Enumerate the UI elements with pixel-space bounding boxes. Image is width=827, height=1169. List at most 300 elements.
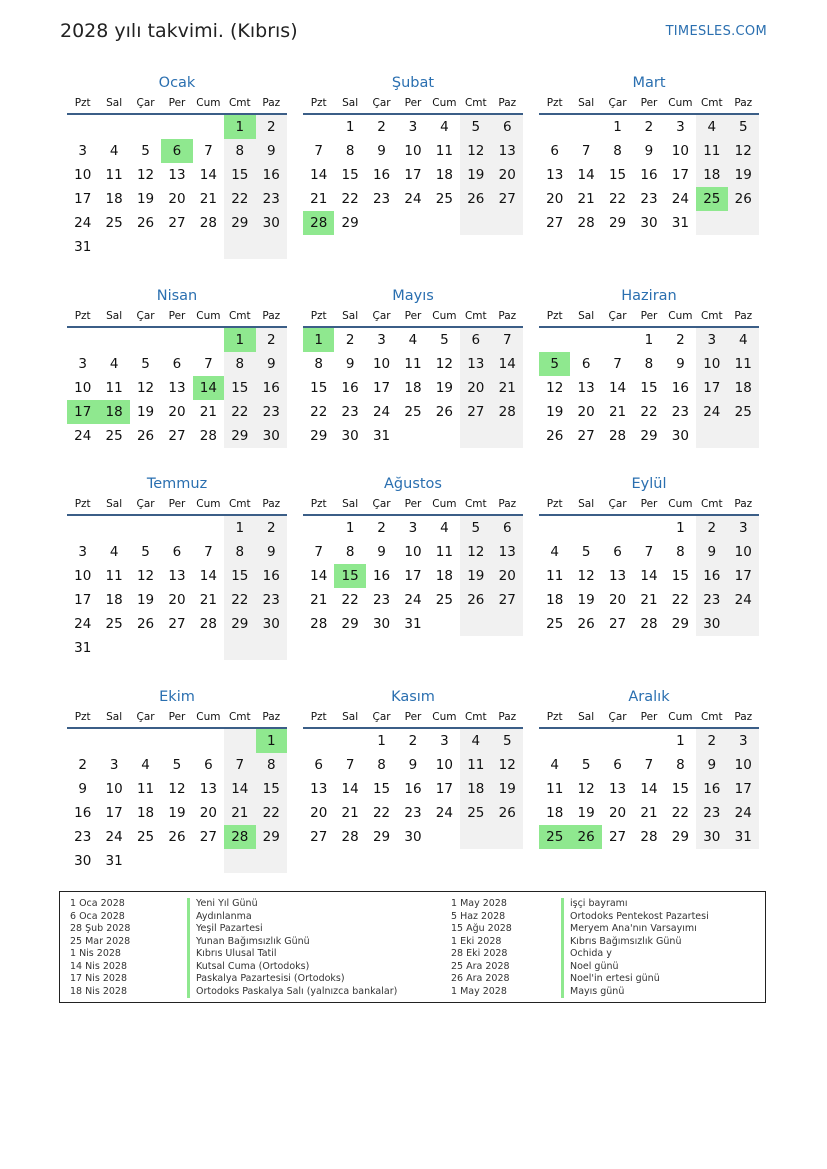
day-cell: 5 (440, 332, 449, 348)
day-cell: 11 (136, 781, 155, 797)
day-cell: 29 (224, 424, 255, 448)
month-calendar (303, 686, 523, 849)
month-calendar (539, 473, 759, 636)
day-cell: 15 (224, 376, 255, 400)
empty-cell (161, 849, 192, 873)
day-cell: 12 (168, 781, 186, 797)
day-cell: 13 (492, 540, 523, 564)
day-grid (67, 729, 287, 873)
day-cell: 11 (728, 352, 759, 376)
empty-cell (161, 636, 192, 660)
legend-holiday-name: Aydınlanma (187, 911, 397, 924)
day-cell: 21 (224, 801, 255, 825)
day-cell: 7 (224, 753, 255, 777)
day-cell: 24 (74, 215, 92, 231)
weekday-label: Çar (136, 310, 155, 322)
day-cell: 20 (199, 805, 217, 821)
day-cell: 19 (435, 380, 453, 396)
empty-cell (224, 849, 255, 873)
empty-cell (130, 729, 161, 753)
day-cell: 1 (345, 119, 355, 135)
month-calendar (303, 473, 523, 636)
weekday-header (539, 94, 759, 115)
weekday-label: Cmt (464, 310, 487, 322)
empty-cell (303, 729, 334, 753)
day-cell: 22 (310, 404, 328, 420)
weekday-label: Sal (106, 310, 123, 322)
day-cell: 21 (640, 805, 658, 821)
weekday-label: Cmt (464, 97, 487, 109)
day-cell: 8 (644, 356, 654, 372)
day-cell: 11 (105, 568, 123, 584)
holiday-day-cell: 1 (224, 115, 255, 139)
empty-cell (460, 825, 491, 849)
day-cell: 26 (136, 428, 155, 444)
weekday-label: Pzt (74, 711, 91, 723)
day-cell: 16 (696, 564, 727, 588)
weekday-label: Çar (608, 310, 627, 322)
day-cell: 20 (310, 805, 328, 821)
day-cell: 4 (440, 520, 449, 536)
day-cell: 29 (608, 215, 627, 231)
legend-date: 1 May 2028 (451, 985, 507, 997)
empty-cell (570, 328, 601, 352)
day-cell: 7 (644, 757, 654, 773)
day-cell: 7 (314, 544, 323, 560)
day-cell: 17 (435, 781, 453, 797)
empty-cell (224, 636, 255, 660)
day-cell: 26 (546, 428, 564, 444)
empty-cell (696, 424, 727, 448)
day-cell: 16 (341, 380, 359, 396)
weekday-label: Cmt (228, 711, 251, 723)
weekday-label: Cum (196, 498, 221, 510)
day-cell: 21 (640, 592, 658, 608)
day-cell: 27 (492, 588, 523, 612)
empty-cell (193, 636, 224, 660)
day-cell: 4 (460, 729, 491, 753)
holiday-day-cell: 14 (193, 376, 224, 400)
legend-holiday-name: Noel'in ertesi günü (561, 973, 709, 986)
legend-holiday-name: Meryem Ana'nın Varsayımı (561, 923, 709, 936)
day-cell: 22 (671, 592, 689, 608)
day-cell: 3 (109, 757, 119, 773)
weekday-label: Sal (342, 97, 359, 109)
day-cell: 20 (608, 805, 627, 821)
day-cell: 8 (224, 540, 255, 564)
day-cell: 31 (74, 640, 92, 656)
weekday-label: Per (168, 711, 186, 723)
empty-cell (492, 211, 523, 235)
weekday-label: Per (404, 498, 422, 510)
day-cell: 11 (105, 167, 123, 183)
day-cell: 30 (256, 211, 287, 235)
day-cell: 26 (435, 404, 453, 420)
day-cell: 29 (341, 215, 359, 231)
day-cell: 20 (460, 376, 491, 400)
day-grid (539, 516, 759, 636)
empty-cell (161, 235, 192, 259)
empty-cell (539, 729, 570, 753)
legend-right-names (561, 898, 709, 998)
day-cell: 11 (546, 568, 564, 584)
day-cell: 15 (224, 564, 255, 588)
day-cell: 11 (546, 781, 564, 797)
legend-holiday-name: Kutsal Cuma (Ortodoks) (187, 961, 397, 974)
day-cell: 16 (404, 781, 422, 797)
empty-cell (460, 424, 491, 448)
weekday-label: Pzt (310, 310, 327, 322)
day-cell: 23 (256, 588, 287, 612)
empty-cell (460, 211, 491, 235)
empty-cell (98, 235, 129, 259)
day-cell: 28 (577, 215, 595, 231)
empty-cell (492, 825, 523, 849)
weekday-header (67, 708, 287, 729)
weekday-label: Paz (734, 97, 753, 109)
day-cell: 16 (256, 564, 287, 588)
day-cell: 10 (74, 380, 92, 396)
day-cell: 23 (671, 404, 689, 420)
weekday-label: Per (168, 97, 186, 109)
legend-holiday-name: Ortodoks Paskalya Salı (yalnızca bankalar) (187, 986, 397, 999)
day-cell: 26 (492, 801, 523, 825)
month-name: Haziran (621, 288, 677, 304)
empty-cell (98, 328, 129, 352)
day-cell: 12 (577, 568, 595, 584)
day-cell: 11 (696, 139, 727, 163)
empty-cell (130, 516, 161, 540)
day-cell: 5 (141, 356, 150, 372)
day-cell: 3 (78, 356, 87, 372)
day-grid (67, 516, 287, 660)
day-cell: 5 (728, 115, 759, 139)
legend-date: 26 Ara 2028 (451, 973, 510, 984)
empty-cell (696, 211, 727, 235)
day-cell: 26 (136, 616, 155, 632)
day-grid (303, 516, 523, 636)
day-cell: 5 (460, 516, 491, 540)
holiday-day-cell: 25 (696, 187, 727, 211)
weekday-label: Pzt (546, 711, 563, 723)
day-cell: 13 (608, 568, 627, 584)
empty-cell (67, 729, 98, 753)
day-cell: 4 (728, 328, 759, 352)
day-cell: 22 (372, 805, 391, 821)
day-cell: 6 (460, 328, 491, 352)
day-cell: 8 (676, 757, 685, 773)
day-cell: 12 (460, 139, 491, 163)
empty-cell (429, 211, 460, 235)
day-cell: 27 (608, 616, 627, 632)
day-cell: 30 (256, 424, 287, 448)
legend-left-dates (70, 898, 130, 998)
day-cell: 16 (74, 805, 92, 821)
day-cell: 5 (141, 143, 150, 159)
day-cell: 30 (74, 853, 92, 869)
month-name: Aralık (628, 689, 670, 705)
empty-cell (98, 516, 129, 540)
day-cell: 10 (671, 143, 689, 159)
day-cell: 14 (640, 568, 658, 584)
day-cell: 23 (256, 400, 287, 424)
legend-holiday-name: Yeni Yıl Günü (187, 898, 397, 911)
day-cell: 27 (546, 215, 564, 231)
month-name: Kasım (391, 689, 435, 705)
day-cell: 8 (676, 544, 685, 560)
legend-date: 5 Haz 2028 (451, 910, 506, 922)
holiday-day-cell: 28 (224, 825, 255, 849)
weekday-label: Per (640, 97, 658, 109)
day-cell: 29 (224, 612, 255, 636)
day-cell: 19 (136, 404, 155, 420)
day-cell: 4 (408, 332, 418, 348)
day-cell: 16 (372, 568, 391, 584)
day-grid (303, 115, 523, 235)
legend-date: 15 Ağu 2028 (451, 923, 512, 934)
day-cell: 13 (199, 781, 217, 797)
day-cell: 5 (141, 544, 150, 560)
day-cell: 13 (168, 380, 186, 396)
weekday-label: Paz (262, 97, 281, 109)
weekday-label: Cum (668, 711, 693, 723)
day-cell: 22 (224, 187, 255, 211)
page-title: 2028 yılı takvimi. (Kıbrıs) (60, 20, 298, 42)
day-cell: 2 (676, 332, 685, 348)
empty-cell (602, 729, 633, 753)
weekday-label: Çar (608, 711, 627, 723)
day-cell: 28 (640, 829, 658, 845)
day-cell: 27 (168, 428, 186, 444)
holiday-day-cell: 1 (303, 328, 334, 352)
day-cell: 17 (696, 376, 727, 400)
day-cell: 17 (74, 592, 92, 608)
day-cell: 20 (608, 592, 627, 608)
day-cell: 23 (256, 187, 287, 211)
weekday-label: Cum (196, 310, 221, 322)
day-cell: 11 (460, 753, 491, 777)
day-cell: 9 (377, 143, 386, 159)
day-cell: 16 (696, 777, 727, 801)
day-cell: 3 (377, 332, 386, 348)
day-cell: 14 (199, 568, 217, 584)
weekday-label: Per (640, 498, 658, 510)
legend-holiday-name: Paskalya Pazartesisi (Ortodoks) (187, 973, 397, 986)
month-name: Mayıs (392, 288, 434, 304)
legend-holiday-name: Mayıs günü (561, 986, 709, 999)
day-cell: 19 (136, 592, 155, 608)
weekday-label: Sal (578, 498, 595, 510)
weekday-label: Per (404, 310, 422, 322)
day-cell: 9 (696, 540, 727, 564)
legend-date: 25 Mar 2028 (70, 935, 131, 947)
day-cell: 1 (224, 516, 255, 540)
day-cell: 17 (728, 777, 759, 801)
day-cell: 30 (404, 829, 422, 845)
weekday-label: Per (640, 310, 658, 322)
legend-date: 28 Eki 2028 (451, 948, 508, 959)
day-cell: 27 (492, 187, 523, 211)
day-cell: 1 (676, 520, 685, 536)
day-cell: 22 (256, 801, 287, 825)
day-cell: 4 (440, 119, 449, 135)
day-grid (539, 115, 759, 235)
day-cell: 10 (372, 356, 391, 372)
day-cell: 27 (199, 829, 217, 845)
day-cell: 15 (671, 781, 689, 797)
day-cell: 31 (372, 428, 391, 444)
day-cell: 4 (109, 544, 119, 560)
empty-cell (256, 849, 287, 873)
month-name: Ocak (158, 75, 196, 91)
weekday-header (303, 307, 523, 328)
day-cell: 25 (435, 191, 453, 207)
weekday-label: Sal (342, 711, 359, 723)
day-cell: 1 (644, 332, 654, 348)
day-cell: 2 (345, 332, 355, 348)
day-cell: 2 (377, 119, 386, 135)
weekday-header (539, 495, 759, 516)
day-cell: 3 (408, 119, 418, 135)
weekday-label: Cum (196, 97, 221, 109)
day-cell: 23 (372, 191, 391, 207)
day-cell: 29 (310, 428, 328, 444)
weekday-label: Pzt (546, 97, 563, 109)
day-cell: 20 (546, 191, 564, 207)
day-cell: 7 (345, 757, 355, 773)
day-cell: 24 (435, 805, 453, 821)
day-cell: 7 (644, 544, 654, 560)
day-cell: 20 (168, 404, 186, 420)
day-cell: 2 (377, 520, 386, 536)
day-cell: 19 (460, 564, 491, 588)
day-cell: 14 (492, 352, 523, 376)
day-cell: 4 (696, 115, 727, 139)
day-cell: 7 (613, 356, 622, 372)
empty-cell (633, 516, 664, 540)
day-cell: 23 (696, 801, 727, 825)
weekday-label: Cmt (464, 498, 487, 510)
day-cell: 17 (74, 191, 92, 207)
day-cell: 9 (696, 753, 727, 777)
day-cell: 25 (728, 400, 759, 424)
day-cell: 24 (105, 829, 123, 845)
day-cell: 2 (256, 516, 287, 540)
day-cell: 23 (74, 829, 92, 845)
weekday-label: Sal (106, 498, 123, 510)
day-cell: 7 (204, 356, 213, 372)
day-cell: 24 (671, 191, 689, 207)
day-cell: 3 (440, 733, 449, 749)
empty-cell (539, 516, 570, 540)
day-cell: 31 (671, 215, 689, 231)
empty-cell (366, 211, 397, 235)
day-cell: 15 (256, 777, 287, 801)
month-calendar (67, 473, 287, 660)
day-cell: 28 (199, 215, 217, 231)
day-cell: 23 (696, 588, 727, 612)
weekday-label: Paz (498, 97, 517, 109)
day-cell: 7 (581, 143, 591, 159)
day-cell: 8 (314, 356, 323, 372)
day-cell: 21 (492, 376, 523, 400)
day-cell: 25 (546, 616, 564, 632)
month-calendar (303, 285, 523, 448)
day-cell: 22 (671, 805, 689, 821)
day-cell: 9 (644, 143, 654, 159)
day-cell: 3 (696, 328, 727, 352)
day-grid (303, 729, 523, 849)
day-cell: 23 (372, 592, 391, 608)
weekday-label: Pzt (74, 97, 91, 109)
day-cell: 16 (372, 167, 391, 183)
holiday-day-cell: 17 (67, 400, 98, 424)
day-cell: 11 (435, 544, 453, 560)
day-cell: 27 (577, 428, 595, 444)
site-link[interactable]: TIMESLES.COM (665, 24, 767, 39)
day-cell: 26 (168, 829, 186, 845)
month-calendar (539, 72, 759, 235)
day-cell: 21 (310, 592, 328, 608)
legend-date: 28 Şub 2028 (70, 923, 131, 934)
day-cell: 2 (644, 119, 654, 135)
empty-cell (570, 115, 601, 139)
legend-holiday-name: Yunan Bağımsızlık Günü (187, 936, 397, 949)
weekday-label: Çar (136, 498, 155, 510)
day-cell: 19 (546, 404, 564, 420)
day-cell: 23 (404, 805, 422, 821)
day-cell: 28 (341, 829, 359, 845)
day-cell: 6 (314, 757, 323, 773)
month-name: Temmuz (146, 476, 208, 492)
day-cell: 13 (168, 167, 186, 183)
holiday-day-cell: 6 (161, 139, 192, 163)
day-cell: 30 (696, 612, 727, 636)
empty-cell (98, 729, 129, 753)
month-calendar (67, 686, 287, 873)
day-cell: 9 (78, 781, 87, 797)
month-name: Ağustos (384, 476, 442, 492)
empty-cell (492, 424, 523, 448)
day-cell: 31 (105, 853, 123, 869)
weekday-label: Cmt (228, 498, 251, 510)
weekday-label: Cum (432, 711, 457, 723)
empty-cell (460, 612, 491, 636)
empty-cell (193, 516, 224, 540)
weekday-label: Pzt (546, 310, 563, 322)
empty-cell (193, 729, 224, 753)
day-cell: 10 (435, 757, 453, 773)
weekday-label: Sal (106, 97, 123, 109)
day-cell: 18 (546, 592, 564, 608)
holiday-day-cell: 28 (303, 211, 334, 235)
day-cell: 18 (105, 592, 123, 608)
legend-date: 1 Eki 2028 (451, 935, 502, 947)
legend-date: 17 Nis 2028 (70, 973, 127, 984)
weekday-label: Çar (372, 498, 391, 510)
weekday-label: Paz (262, 711, 281, 723)
day-cell: 27 (168, 616, 186, 632)
empty-cell (98, 636, 129, 660)
day-cell: 5 (460, 115, 491, 139)
weekday-header (303, 708, 523, 729)
empty-cell (130, 328, 161, 352)
legend-holiday-name: Noel günü (561, 961, 709, 974)
day-cell: 19 (728, 163, 759, 187)
legend-holiday-name: Ochida y (561, 948, 709, 961)
weekday-header (303, 94, 523, 115)
month-name: Mart (632, 75, 666, 91)
